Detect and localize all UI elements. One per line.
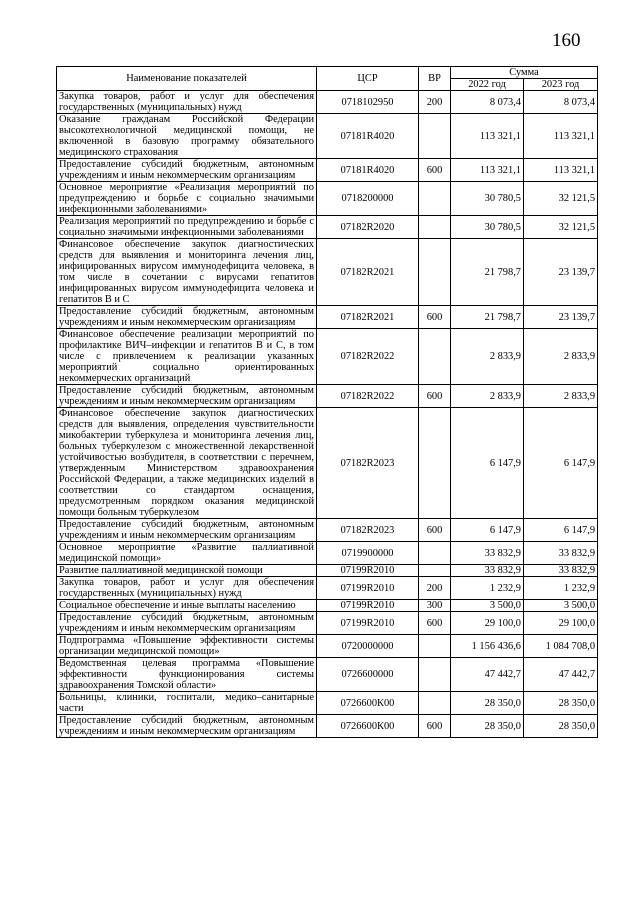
row-sum-2023: 32 121,5 bbox=[524, 182, 598, 216]
row-vr: 600 bbox=[419, 385, 451, 408]
row-csr: 0718200000 bbox=[317, 182, 419, 216]
table-row bbox=[57, 658, 598, 692]
table-row bbox=[57, 114, 598, 159]
row-csr: 0718102950 bbox=[317, 91, 419, 114]
row-name: Ведомственная целевая программа «Повышение эффективности функционирования системы здравоохранения Томской области» bbox=[57, 658, 317, 692]
row-vr bbox=[419, 542, 451, 565]
row-vr bbox=[419, 216, 451, 239]
row-sum-2022: 29 100,0 bbox=[451, 612, 524, 635]
row-name: Оказание гражданам Российской Федерации высокотехнологичной медицинской помощи, не включенной в базовую программу обязательного медицинского страхования bbox=[57, 114, 317, 159]
row-name: Предоставление субсидий бюджетным, автономным учреждениям и иным некоммерческим организациям bbox=[57, 519, 317, 542]
row-sum-2023: 47 442,7 bbox=[524, 658, 598, 692]
row-sum-2022: 113 321,1 bbox=[451, 114, 524, 159]
row-csr: 0719900000 bbox=[317, 542, 419, 565]
row-sum-2022: 30 780,5 bbox=[451, 216, 524, 239]
row-sum-2023: 23 139,7 bbox=[524, 306, 598, 329]
row-sum-2023: 6 147,9 bbox=[524, 408, 598, 519]
row-sum-2022: 21 798,7 bbox=[451, 306, 524, 329]
table-row bbox=[57, 306, 598, 329]
row-name: Предоставление субсидий бюджетным, автономным учреждениям и иным некоммерческим организациям bbox=[57, 612, 317, 635]
row-sum-2022: 47 442,7 bbox=[451, 658, 524, 692]
table-row bbox=[57, 91, 598, 114]
row-name: Закупка товаров, работ и услуг для обеспечения государственных (муниципальных) нужд bbox=[57, 91, 317, 114]
table-row bbox=[57, 385, 598, 408]
row-csr: 07199R2010 bbox=[317, 577, 419, 600]
table-row bbox=[57, 692, 598, 715]
row-sum-2023: 113 321,1 bbox=[524, 159, 598, 182]
table-row bbox=[57, 239, 598, 306]
row-vr: 600 bbox=[419, 715, 451, 738]
row-sum-2022: 1 156 436,6 bbox=[451, 635, 524, 658]
row-vr: 300 bbox=[419, 600, 451, 612]
row-vr: 600 bbox=[419, 159, 451, 182]
table-row bbox=[57, 329, 598, 385]
row-csr: 0726600К00 bbox=[317, 692, 419, 715]
row-name: Развитие паллиативной медицинской помощи bbox=[57, 565, 317, 577]
header-sum: Сумма bbox=[451, 67, 598, 79]
row-sum-2022: 28 350,0 bbox=[451, 715, 524, 738]
row-sum-2022: 28 350,0 bbox=[451, 692, 524, 715]
row-sum-2022: 33 832,9 bbox=[451, 542, 524, 565]
table-row bbox=[57, 577, 598, 600]
row-name: Финансовое обеспечение закупок диагностических средств для выявления и мониторинга лечения лиц, инфицированных вирусом иммунодефицита человека, в том числе в сочетании с вирусами гепатитов инфицированных вирусом иммунодефицита человека и гепатитов В и С bbox=[57, 239, 317, 306]
row-vr: 600 bbox=[419, 612, 451, 635]
row-sum-2022: 6 147,9 bbox=[451, 408, 524, 519]
row-vr bbox=[419, 239, 451, 306]
header-csr: ЦСР bbox=[317, 67, 419, 91]
row-sum-2023: 6 147,9 bbox=[524, 519, 598, 542]
row-name: Подпрограмма «Повышение эффективности системы организации медицинской помощи» bbox=[57, 635, 317, 658]
row-sum-2023: 33 832,9 bbox=[524, 565, 598, 577]
row-name: Реализация мероприятий по предупреждению и борьбе с социально значимыми инфекционными заболеваниями bbox=[57, 216, 317, 239]
row-name: Финансовое обеспечение реализации мероприятий по профилактике ВИЧ–инфекции и гепатитов В и С, в том числе с привлечением к реализации указанных мероприятий социально ориентированных некоммерческих организаций bbox=[57, 329, 317, 385]
row-vr bbox=[419, 408, 451, 519]
row-name: Предоставление субсидий бюджетным, автономным учреждениям и иным некоммерческим организациям bbox=[57, 306, 317, 329]
row-name: Основное мероприятие «Развитие паллиативной медицинской помощи» bbox=[57, 542, 317, 565]
row-csr: 0726600К00 bbox=[317, 715, 419, 738]
row-vr: 200 bbox=[419, 577, 451, 600]
row-sum-2022: 2 833,9 bbox=[451, 385, 524, 408]
row-vr: 600 bbox=[419, 306, 451, 329]
row-sum-2023: 2 833,9 bbox=[524, 385, 598, 408]
row-sum-2023: 3 500,0 bbox=[524, 600, 598, 612]
table-row bbox=[57, 542, 598, 565]
row-csr: 07181R4020 bbox=[317, 114, 419, 159]
table-row bbox=[57, 565, 598, 577]
row-csr: 07181R4020 bbox=[317, 159, 419, 182]
row-sum-2022: 33 832,9 bbox=[451, 565, 524, 577]
row-csr: 07199R2010 bbox=[317, 565, 419, 577]
row-csr: 07182R2022 bbox=[317, 329, 419, 385]
row-vr bbox=[419, 114, 451, 159]
row-csr: 07182R2023 bbox=[317, 519, 419, 542]
row-vr bbox=[419, 692, 451, 715]
row-sum-2023: 29 100,0 bbox=[524, 612, 598, 635]
row-sum-2022: 3 500,0 bbox=[451, 600, 524, 612]
row-name: Предоставление субсидий бюджетным, автономным учреждениям и иным некоммерческим организациям bbox=[57, 159, 317, 182]
row-csr: 07182R2021 bbox=[317, 306, 419, 329]
page-number: 160 bbox=[552, 30, 581, 51]
row-csr: 0720000000 bbox=[317, 635, 419, 658]
row-name: Финансовое обеспечение закупок диагностических средств для выявления, определения чувствительности микобактерии туберкулеза и мониторинга лечения лиц, больных туберкулезом с множественной лекарственной устойчивостью возбудителя, в соответствии с перечнем, утвержденным Министерством здравоохранения Российской Федерации, а также медицинских изделий в соответствии со стандартом оснащения, предусмотренным порядком оказания медицинской помощи больным туберкулезом bbox=[57, 408, 317, 519]
row-csr: 07199R2010 bbox=[317, 600, 419, 612]
budget-table bbox=[56, 66, 598, 738]
row-csr: 07182R2022 bbox=[317, 385, 419, 408]
row-sum-2023: 2 833,9 bbox=[524, 329, 598, 385]
table-row bbox=[57, 612, 598, 635]
row-sum-2023: 28 350,0 bbox=[524, 715, 598, 738]
row-sum-2022: 30 780,5 bbox=[451, 182, 524, 216]
row-sum-2022: 113 321,1 bbox=[451, 159, 524, 182]
table-row bbox=[57, 408, 598, 519]
table-row bbox=[57, 635, 598, 658]
row-sum-2022: 8 073,4 bbox=[451, 91, 524, 114]
table-row bbox=[57, 159, 598, 182]
row-vr: 200 bbox=[419, 91, 451, 114]
header-year-2023: 2023 год bbox=[524, 79, 598, 91]
row-csr: 07182R2020 bbox=[317, 216, 419, 239]
row-vr bbox=[419, 565, 451, 577]
row-name: Предоставление субсидий бюджетным, автономным учреждениям и иным некоммерческим организациям bbox=[57, 715, 317, 738]
row-name: Больницы, клиники, госпитали, медико–санитарные части bbox=[57, 692, 317, 715]
table-row bbox=[57, 216, 598, 239]
row-sum-2023: 28 350,0 bbox=[524, 692, 598, 715]
row-sum-2023: 32 121,5 bbox=[524, 216, 598, 239]
table-row bbox=[57, 600, 598, 612]
header-vr: ВР bbox=[419, 67, 451, 91]
table-row bbox=[57, 519, 598, 542]
row-sum-2022: 6 147,9 bbox=[451, 519, 524, 542]
row-vr bbox=[419, 635, 451, 658]
table-row bbox=[57, 182, 598, 216]
row-sum-2023: 23 139,7 bbox=[524, 239, 598, 306]
row-name: Закупка товаров, работ и услуг для обеспечения государственных (муниципальных) нужд bbox=[57, 577, 317, 600]
header-year-2022: 2022 год bbox=[451, 79, 524, 91]
row-name: Основное мероприятие «Реализация мероприятий по предупреждению и борьбе с социально значимыми инфекционными заболеваниями» bbox=[57, 182, 317, 216]
row-sum-2023: 1 084 708,0 bbox=[524, 635, 598, 658]
row-csr: 07199R2010 bbox=[317, 612, 419, 635]
table-row bbox=[57, 715, 598, 738]
row-csr: 07182R2023 bbox=[317, 408, 419, 519]
row-sum-2022: 21 798,7 bbox=[451, 239, 524, 306]
row-name: Предоставление субсидий бюджетным, автономным учреждениям и иным некоммерческим организациям bbox=[57, 385, 317, 408]
row-csr: 07182R2021 bbox=[317, 239, 419, 306]
row-sum-2023: 8 073,4 bbox=[524, 91, 598, 114]
row-vr bbox=[419, 658, 451, 692]
row-sum-2023: 33 832,9 bbox=[524, 542, 598, 565]
row-vr: 600 bbox=[419, 519, 451, 542]
row-sum-2023: 1 232,9 bbox=[524, 577, 598, 600]
row-sum-2022: 1 232,9 bbox=[451, 577, 524, 600]
row-sum-2022: 2 833,9 bbox=[451, 329, 524, 385]
row-csr: 0726600000 bbox=[317, 658, 419, 692]
row-name: Социальное обеспечение и иные выплаты населению bbox=[57, 600, 317, 612]
header-name: Наименование показателей bbox=[57, 67, 317, 91]
row-vr bbox=[419, 329, 451, 385]
row-sum-2023: 113 321,1 bbox=[524, 114, 598, 159]
row-vr bbox=[419, 182, 451, 216]
table-body bbox=[57, 91, 598, 738]
